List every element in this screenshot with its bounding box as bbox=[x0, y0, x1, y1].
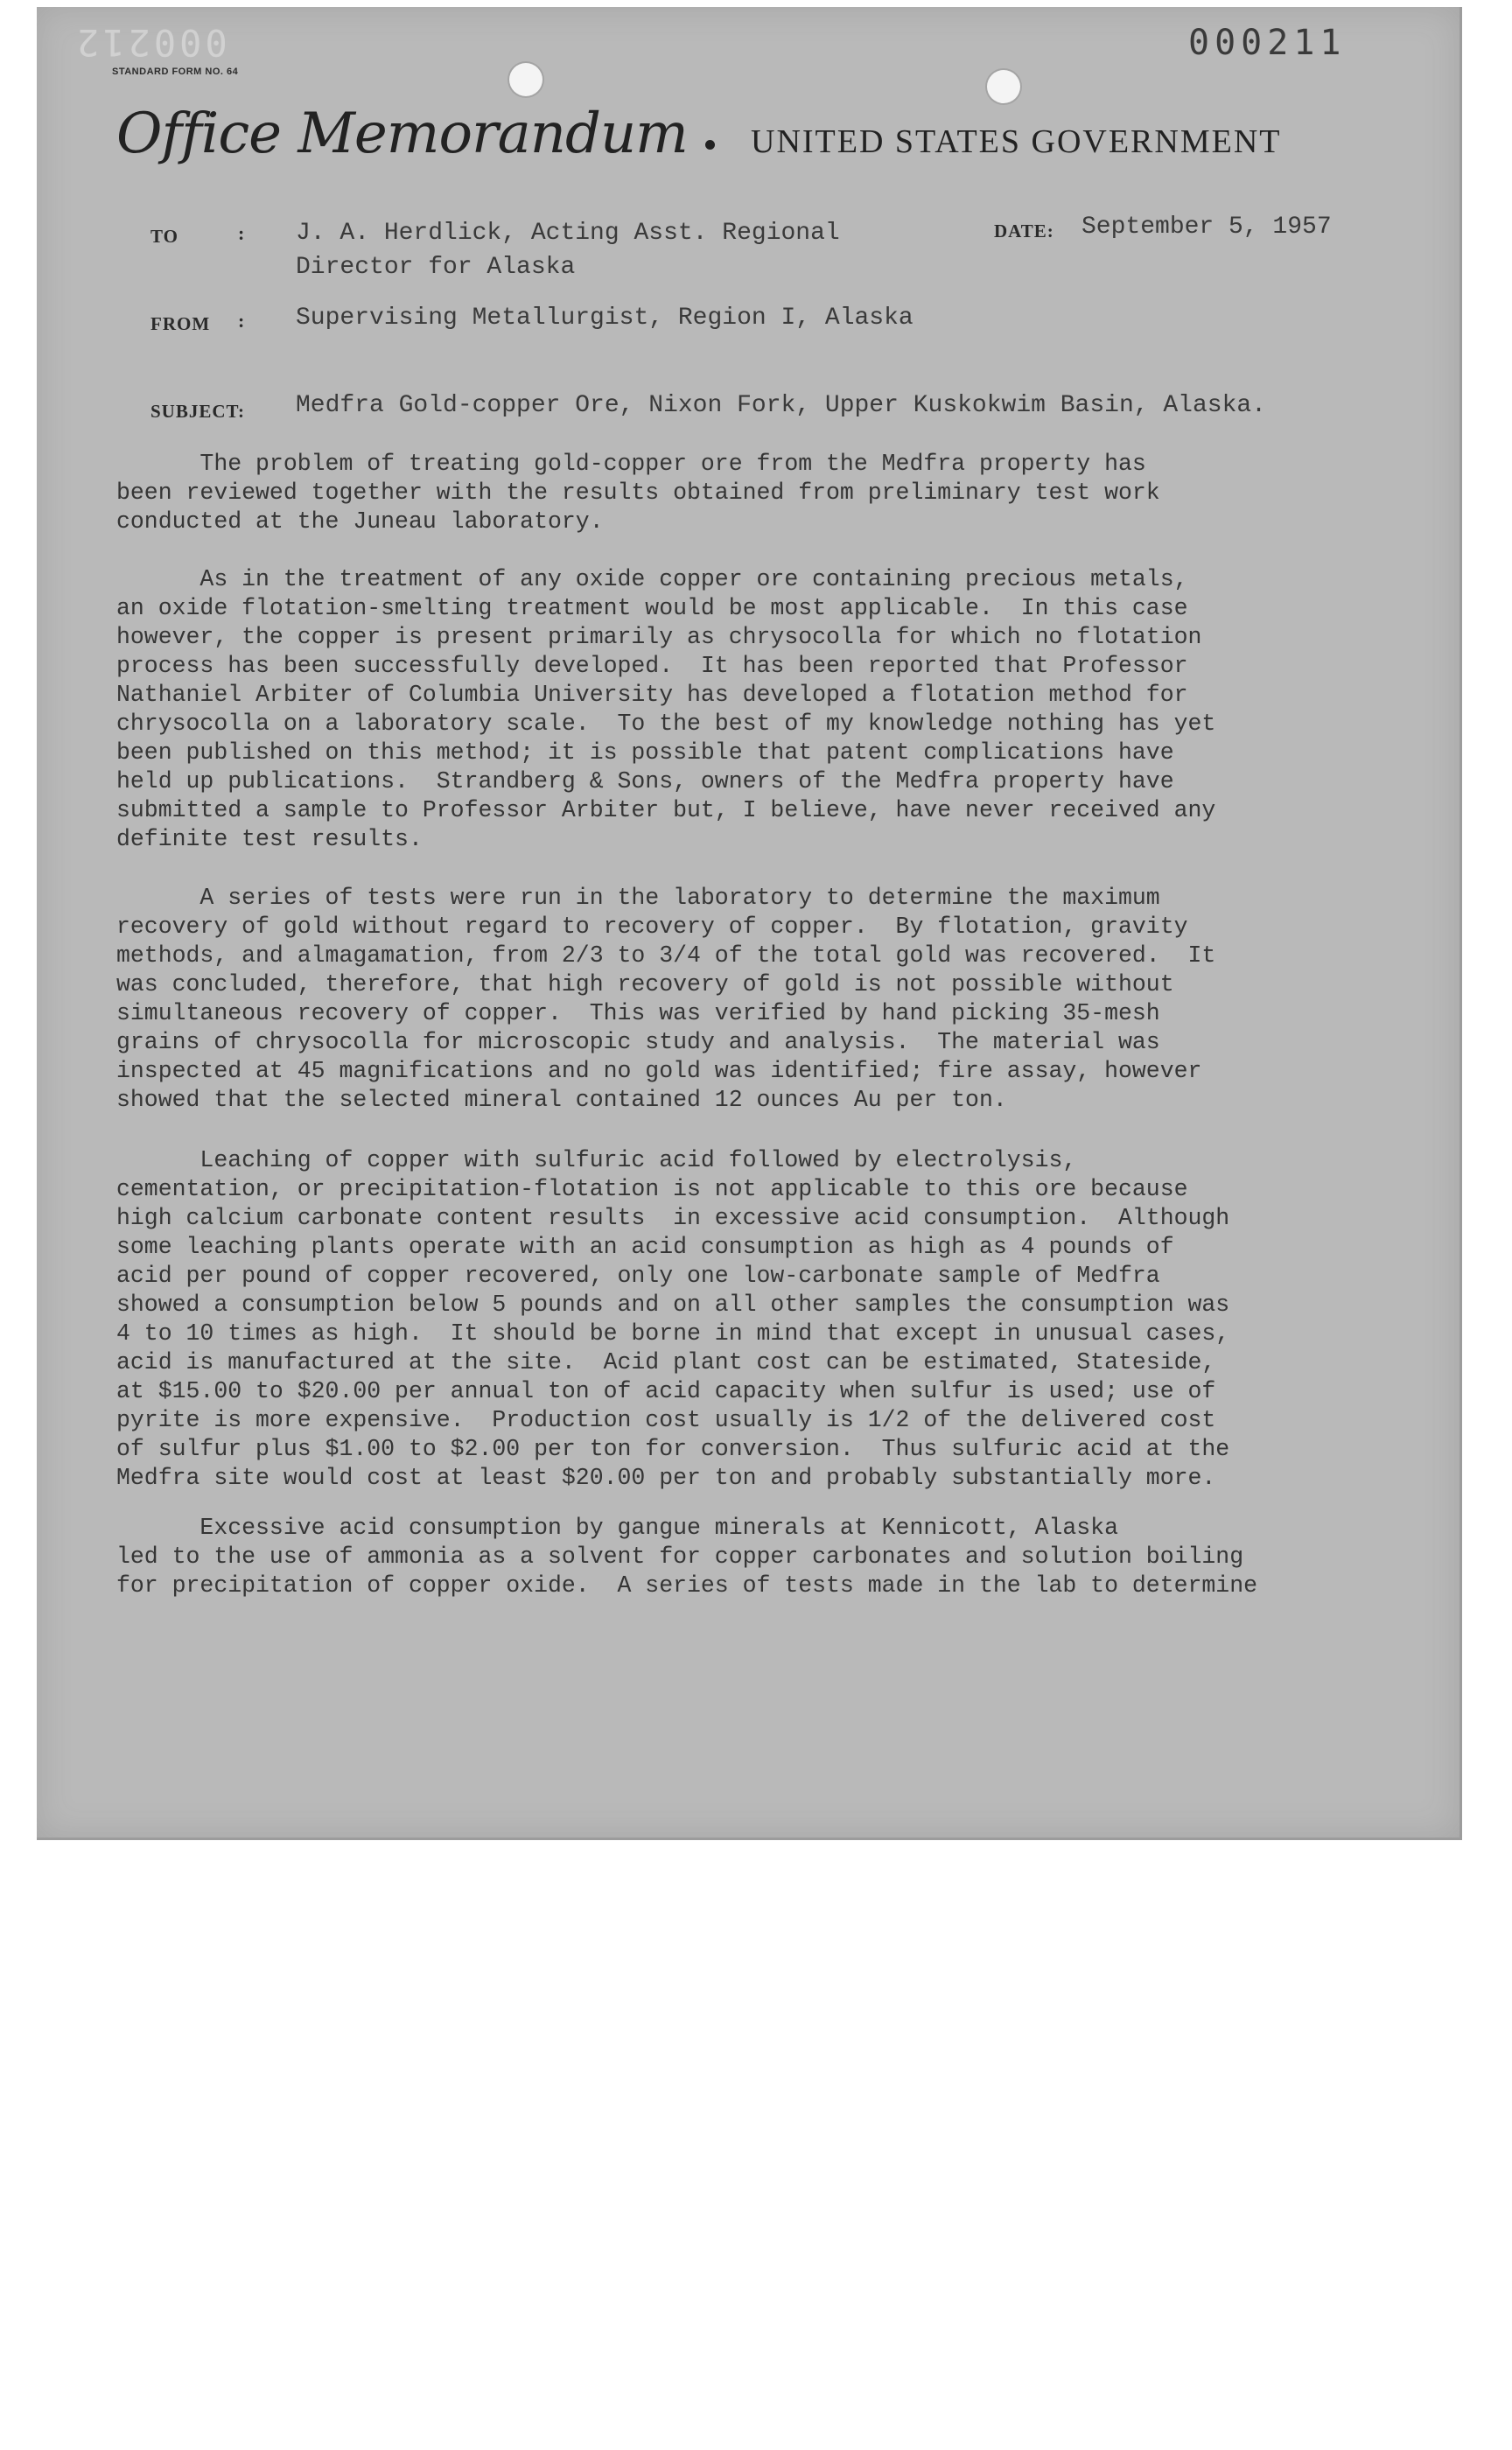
paragraph-line: chrysocolla on a laboratory scale. To the best of my knowledge nothing has yet bbox=[116, 710, 1216, 737]
paragraph-line: cementation, or precipitation-flotation is not applicable to this ore because bbox=[116, 1176, 1188, 1202]
to-line-1: J. A. Herdlick, Acting Asst. Regional bbox=[296, 220, 840, 247]
paragraph-line: acid is manufactured at the site. Acid plant cost can be estimated, Stateside, bbox=[116, 1349, 1216, 1376]
paragraph-line: at $15.00 to $20.00 per annual ton of acid capacity when sulfur is used; use of bbox=[116, 1378, 1216, 1404]
paragraph-line: inspected at 45 magnifications and no gold was identified; fire assay, however bbox=[116, 1058, 1202, 1084]
paragraph-line: been reviewed together with the results obtained from preliminary test work bbox=[116, 480, 1160, 506]
paragraph-line: for precipitation of copper oxide. A series of tests made in the lab to determine bbox=[116, 1572, 1258, 1599]
paragraph-line: 4 to 10 times as high. It should be borne in mind that except in unusual cases, bbox=[116, 1320, 1230, 1347]
faint-reversed-stamp: 000212 bbox=[74, 21, 228, 64]
government-title: UNITED STATES GOVERNMENT bbox=[751, 123, 1282, 160]
paragraph-2 bbox=[116, 565, 1359, 854]
paragraph-line: been published on this method; it is possible that patent complications have bbox=[116, 739, 1174, 766]
form-number: STANDARD FORM NO. 64 bbox=[112, 66, 239, 77]
paragraph-line: was concluded, therefore, that high recovery of gold is not possible without bbox=[116, 971, 1174, 998]
punch-hole-right bbox=[987, 70, 1020, 103]
paragraph-line: submitted a sample to Professor Arbiter but, I believe, have never received any bbox=[116, 797, 1216, 823]
paragraph-line: Medfra site would cost at least $20.00 per ton and probably substantially more. bbox=[116, 1465, 1216, 1491]
paragraph-line: definite test results. bbox=[116, 826, 423, 852]
date-value: September 5, 1957 bbox=[1082, 214, 1332, 241]
paragraph-line: acid per pound of copper recovered, only one low-carbonate sample of Medfra bbox=[116, 1263, 1160, 1289]
memo-title: Office Memorandum bbox=[116, 102, 688, 166]
paragraph-line: led to the use of ammonia as a solvent for copper carbonates and solution boiling bbox=[116, 1544, 1244, 1570]
paragraph-line: The problem of treating gold-copper ore from the Medfra property has bbox=[116, 451, 1146, 477]
paragraph-line: process has been successfully developed. It has been reported that Professor bbox=[116, 653, 1188, 679]
document-number: 000211 bbox=[1188, 23, 1347, 63]
subject-label: SUBJECT: bbox=[150, 401, 245, 422]
paragraph-line: conducted at the Juneau laboratory. bbox=[116, 508, 604, 535]
paragraph-line: high calcium carbonate content results in excessive acid consumption. Although bbox=[116, 1205, 1230, 1231]
paragraph-5 bbox=[116, 1514, 1359, 1600]
paragraph-line: As in the treatment of any oxide copper ore containing precious metals, bbox=[116, 566, 1188, 592]
paragraph-line: Excessive acid consumption by gangue minerals at Kennicott, Alaska bbox=[116, 1515, 1118, 1541]
to-label: TO bbox=[150, 226, 178, 247]
paragraph-line: an oxide flotation-smelting treatment would be most applicable. In this case bbox=[116, 595, 1188, 621]
paragraph-line: of sulfur plus $1.00 to $2.00 per ton for conversion. Thus sulfuric acid at the bbox=[116, 1436, 1230, 1462]
paragraph-line: however, the copper is present primarily as chrysocolla for which no flotation bbox=[116, 624, 1202, 650]
paragraph-line: simultaneous recovery of copper. This was verified by hand picking 35-mesh bbox=[116, 1000, 1160, 1026]
date-label: DATE: bbox=[994, 220, 1054, 242]
to-line-2: Director for Alaska bbox=[296, 254, 576, 281]
punch-hole-left bbox=[509, 63, 542, 96]
paragraph-line: some leaching plants operate with an acid consumption as high as 4 pounds of bbox=[116, 1234, 1174, 1260]
paragraph-line: methods, and almagamation, from 2/3 to 3/4 of the total gold was recovered. It bbox=[116, 942, 1216, 969]
from-colon: : bbox=[238, 310, 245, 332]
from-label: FROM bbox=[150, 313, 211, 334]
paragraph-line: grains of chrysocolla for microscopic study and analysis. The material was bbox=[116, 1029, 1160, 1055]
from-value: Supervising Metallurgist, Region I, Alaska bbox=[296, 304, 914, 332]
paragraph-3 bbox=[116, 884, 1359, 1115]
paragraph-4 bbox=[116, 1146, 1359, 1493]
paragraph-line: held up publications. Strandberg & Sons, owners of the Medfra property have bbox=[116, 768, 1174, 794]
paragraph-line: Leaching of copper with sulfuric acid followed by electrolysis, bbox=[116, 1147, 1077, 1173]
title-bullet bbox=[705, 140, 715, 150]
paragraph-line: A series of tests were run in the laboratory to determine the maximum bbox=[116, 885, 1160, 911]
paragraph-line: pyrite is more expensive. Production cost usually is 1/2 of the delivered cost bbox=[116, 1407, 1216, 1433]
subject-value: Medfra Gold-copper Ore, Nixon Fork, Upper Kuskokwim Basin, Alaska. bbox=[296, 392, 1266, 419]
paragraph-1 bbox=[116, 450, 1359, 536]
paragraph-line: showed that the selected mineral contained 12 ounces Au per ton. bbox=[116, 1087, 1007, 1113]
paragraph-line: recovery of gold without regard to recovery of copper. By flotation, gravity bbox=[116, 914, 1188, 940]
paragraph-line: Nathaniel Arbiter of Columbia University has developed a flotation method for bbox=[116, 682, 1188, 708]
to-colon: : bbox=[238, 222, 245, 244]
paragraph-line: showed a consumption below 5 pounds and on all other samples the consumption was bbox=[116, 1292, 1230, 1318]
